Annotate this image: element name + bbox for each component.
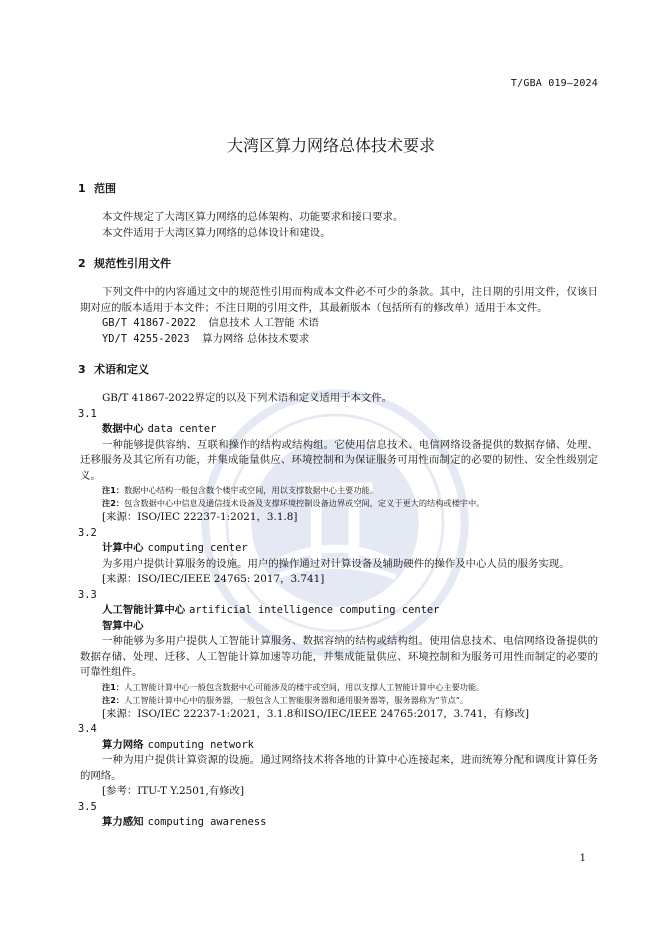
section-heading-terms [78, 361, 598, 377]
standard-number: T/GBA 019—2024 [510, 78, 598, 89]
note-text: 人工智能计算中心中的服务器，一般包含人工智能服务器和通用服务器等，服务器称为“节点”。 [124, 694, 469, 705]
term-zh: 算力感知 [102, 816, 144, 828]
term-en: computing awareness [147, 816, 267, 828]
paragraph: GB/T 41867-2022界定的以及下列术语和定义适用于本文件。 [102, 392, 393, 404]
term-heading [102, 815, 598, 831]
reference-name: 算力网络 总体技术要求 [202, 332, 310, 345]
term-zh: 数据中心 [102, 423, 144, 435]
section-title: 规范性引用文件 [94, 257, 171, 270]
term-definition: 为多用户提供计算服务的设施。用户的操作通过对计算设备及辅助硬件的操作及中心人员的服务实现。 [102, 557, 570, 570]
paragraph: 本文件适用于大湾区算力网络的总体设计和建设。 [102, 226, 331, 239]
section-number: 3 [78, 363, 86, 376]
term-definition: 一种为用户提供计算资源的设施。通过网络技术将各地的计算中心连接起来，进而统筹分配和调度计算任务的网络。 [80, 754, 598, 782]
reference-name: 信息技术 人工智能 术语 [208, 317, 319, 329]
term-definition: 一种能够提供容纳、互联和操作的结构或结构组。它使用信息技术、电信网络设备提供的数据存储、处理、迁移服务及其它所有功能，并集成能量供应、环境控制和为保证服务可用性而制定的必要的韧性、安全性级别定义。 [80, 438, 598, 482]
page-number: 1 [579, 853, 586, 864]
term-heading [102, 422, 598, 438]
document-title: 大湾区算力网络总体技术要求 [226, 136, 435, 155]
term-number: 3.2 [78, 526, 97, 539]
term-number: 3.5 [78, 800, 97, 813]
term-en: artificial intelligence computing center [189, 604, 440, 616]
paragraph: 本文件规定了大湾区算力网络的总体架构、功能要求和接口要求。 [102, 211, 404, 223]
term-source: [参考：ITU-T Y.2501,有修改] [102, 785, 245, 797]
term-source: [来源：ISO/IEC 22237-1:2021，3.1.8] [102, 511, 298, 523]
note [102, 694, 598, 707]
note-label: 注1： [102, 681, 125, 692]
section-heading-scope [78, 180, 598, 196]
term-source: [来源：ISO/IEC 22237-1:2021，3.1.8和ISO/IEC/IEEE 24765:2017，3.741，有修改] [102, 707, 530, 720]
note [102, 484, 598, 497]
term-heading [102, 738, 598, 754]
term-source: [来源：ISO/IEC/IEEE 24765: 2017，3.741] [102, 573, 325, 585]
document-body [80, 180, 598, 831]
note-text: 数据中心结构一般包含数个楼宇或空间，用以支撑数据中心主要功能。 [124, 485, 378, 495]
term-zh: 算力网络 [102, 738, 144, 751]
note-label: 注2： [102, 498, 125, 508]
section-number: 2 [78, 257, 86, 270]
term-definition: 一种能够为多用户提供人工智能计算服务、数据容纳的结构或结构组。使用信息技术、电信网络设备提供的数据存储、处理、迁移、人工智能计算加速等功能，并集成能量供应、环境控制和为服务可用性而制定的必要的可靠性组件。 [80, 635, 598, 678]
term-en: computing network [147, 738, 254, 751]
note-text: 包含数据中心中信息及通信技术设备及支撑环境控制设备边界或空间，定义于更大的结构或楼宇中。 [124, 498, 485, 508]
note-text: 人工智能计算中心一般包含数据中心可能涉及的楼宇或空间，用以支撑人工智能计算中心主要功能。 [124, 681, 485, 692]
term-alternative: 智算中心 [102, 619, 144, 632]
section-number: 1 [78, 182, 86, 195]
reference-code: YD/T 4255-2023 [102, 332, 190, 345]
note-label: 注1： [102, 485, 125, 495]
paragraph: 下列文件中的内容通过文中的规范性引用而构成本文件必不可少的条款。其中，注日期的引用文件，仅该日期对应的版本适用于本文件；不注日期的引用文件，其最新版本（包括所有的修改单）适用于本文件。 [80, 286, 598, 314]
section-title: 术语和定义 [94, 363, 149, 376]
term-number: 3.3 [78, 588, 97, 601]
section-title: 范围 [94, 182, 116, 195]
note [102, 681, 598, 694]
reference-code: GB/T 41867-2022 [102, 317, 196, 329]
note [102, 497, 598, 510]
section-heading-normative-references [78, 255, 598, 271]
reference-item [102, 316, 598, 332]
term-heading [102, 603, 598, 619]
term-zh: 计算中心 [102, 542, 144, 554]
term-en: data center [147, 423, 217, 435]
term-zh: 人工智能计算中心 [102, 604, 186, 616]
term-number: 3.4 [78, 723, 97, 735]
term-number: 3.1 [78, 407, 97, 420]
note-label: 注2： [102, 694, 125, 705]
term-en: computing center [147, 542, 248, 554]
term-heading [102, 541, 598, 557]
reference-item [102, 332, 598, 348]
